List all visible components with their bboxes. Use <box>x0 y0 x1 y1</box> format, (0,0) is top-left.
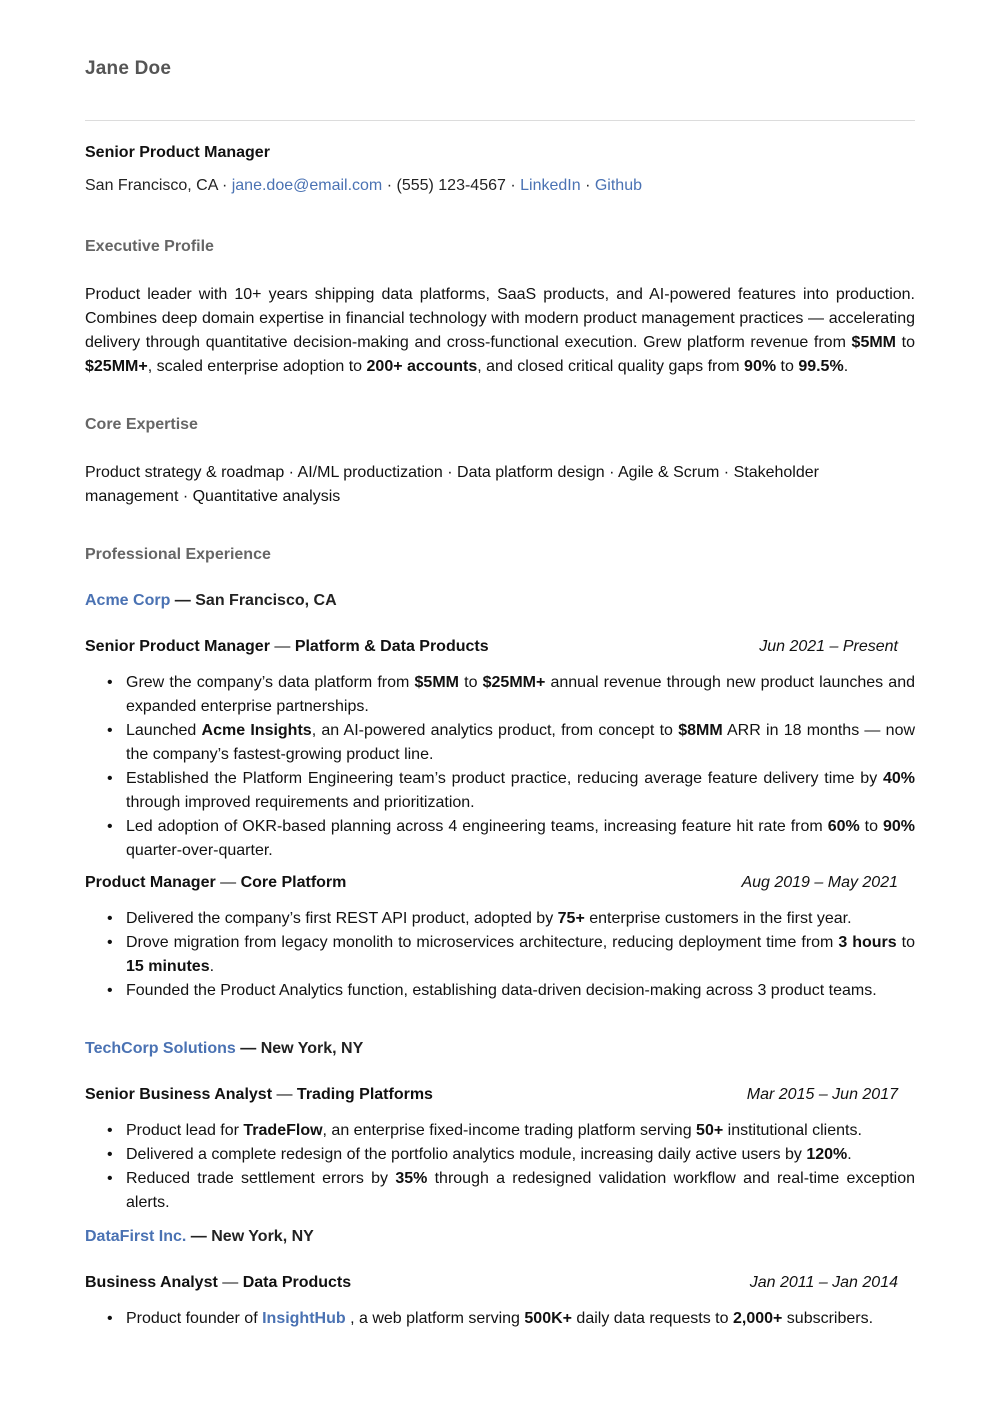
section-heading-experience: Professional Experience <box>85 546 271 563</box>
separator: · <box>505 177 521 194</box>
bullet-item: • Delivered the company’s first REST API product, adopted by 75+ enterprise customers in the first year. <box>107 910 852 927</box>
bullet-item: • Reduced trade settlement errors by 35% through a redesigned validation workflow and real-time exception alerts. <box>107 1170 916 1211</box>
separator: · <box>217 177 232 194</box>
bullet-item: • Launched Acme Insights, an AI-powered analytics product, from concept to $8MM ARR in 18 months — now the company’s fastest-growing product line. <box>107 722 916 763</box>
bullet-item: • Grew the company’s data platform from $5MM to $25MM+ annual revenue through new product launches and expanded enterprise partnerships. <box>107 674 915 715</box>
company-datafirst: DataFirst Inc. — New York, NY <box>85 1228 314 1245</box>
bullet-list <box>85 671 915 863</box>
company-name[interactable]: DataFirst Inc. <box>85 1228 187 1245</box>
role-dates: Mar 2015 – Jun 2017 <box>746 1086 898 1103</box>
company-location: New York, NY <box>260 1040 364 1057</box>
role-title: Senior Product Manager <box>85 638 270 655</box>
role-header: Product Manager — Core Platform Aug 2019 – May 2021 <box>85 874 898 891</box>
bullet-list <box>85 1307 915 1331</box>
bullet-item: • Led adoption of OKR-based planning across 4 engineering teams, increasing feature hit rate from 60% to 90% quarter-over-quarter. <box>107 818 915 859</box>
role-header: Business Analyst — Data Products Jan 2011 – Jan 2014 <box>85 1274 898 1291</box>
candidate-name: Jane Doe <box>85 58 172 79</box>
company-location: New York, NY <box>211 1228 314 1245</box>
bullet-list <box>85 1119 915 1215</box>
header-divider <box>85 120 915 121</box>
role-header: Senior Business Analyst — Trading Platforms Mar 2015 – Jun 2017 <box>85 1086 898 1103</box>
bullet-item: • Delivered a complete redesign of the portfolio analytics module, increasing daily active users by 120%. <box>107 1146 852 1163</box>
role-header: Senior Product Manager — Platform & Data Products Jun 2021 – Present <box>85 638 898 655</box>
bullet-item: • Product lead for TradeFlow, an enterprise fixed-income trading platform serving 50+ institutional clients. <box>107 1122 862 1139</box>
company-location: San Francisco, CA <box>195 592 337 609</box>
job-title: Senior Product Manager <box>85 144 270 161</box>
email-link[interactable]: jane.doe@email.com <box>231 177 383 194</box>
role-dates: Aug 2019 – May 2021 <box>741 874 898 891</box>
role-team: Core Platform <box>240 874 347 891</box>
separator: · <box>382 177 397 194</box>
bullet-item: • Product founder of InsightHub , a web platform serving 500K+ daily data requests to 2,000+ subscribers. <box>107 1310 874 1327</box>
bullet-list <box>85 907 915 1003</box>
phone: (555) 123-4567 <box>396 177 506 194</box>
section-heading-profile: Executive Profile <box>85 238 214 255</box>
expertise-list: Product strategy & roadmap · AI/ML productization · Data platform design · Agile & Scrum · Stakeholder management · Quantitative analysis <box>85 464 819 505</box>
location: San Francisco, CA <box>85 177 218 194</box>
bullet-item: • Founded the Product Analytics function, establishing data-driven decision-making across 3 product teams. <box>107 982 877 999</box>
role-team: Trading Platforms <box>296 1086 433 1103</box>
role-title: Senior Business Analyst <box>85 1086 273 1103</box>
company-techcorp: TechCorp Solutions — New York, NY <box>85 1040 364 1057</box>
bullet-item: • Drove migration from legacy monolith to microservices architecture, reducing deployment time from 3 hours to 15 minutes. <box>107 934 916 975</box>
separator: · <box>580 177 595 194</box>
profile-paragraph: Product leader with 10+ years shipping data platforms, SaaS products, and AI-powered features into production. Combines deep domain expertise in financial technology with modern product management practices — accelerating delivery through quantitative decision-making and cross-functional execution. Grew platform revenue from $5MM to $25MM+, scaled enterprise adoption to 200+ accounts, and closed critical quality gaps from 90% to 99.5%. <box>85 286 915 375</box>
role-team: Platform & Data Products <box>294 638 489 655</box>
section-heading-expertise: Core Expertise <box>85 416 198 433</box>
role-dates: Jan 2011 – Jan 2014 <box>749 1274 898 1291</box>
contact-line <box>85 177 642 195</box>
company-name[interactable]: TechCorp Solutions <box>85 1040 236 1057</box>
role-dates: Jun 2021 – Present <box>759 638 898 655</box>
role-team: Data Products <box>242 1274 352 1291</box>
role-title: Product Manager <box>85 874 216 891</box>
insighthub-link[interactable]: InsightHub <box>262 1310 346 1327</box>
company-acme: Acme Corp — San Francisco, CA <box>85 592 337 609</box>
linkedin-link[interactable]: LinkedIn <box>520 177 581 194</box>
company-name[interactable]: Acme Corp <box>85 592 171 609</box>
github-link[interactable]: Github <box>594 177 642 194</box>
role-title: Business Analyst <box>85 1274 218 1291</box>
bullet-item: • Established the Platform Engineering team’s product practice, reducing average feature delivery time by 40% through improved requirements and prioritization. <box>107 770 915 811</box>
